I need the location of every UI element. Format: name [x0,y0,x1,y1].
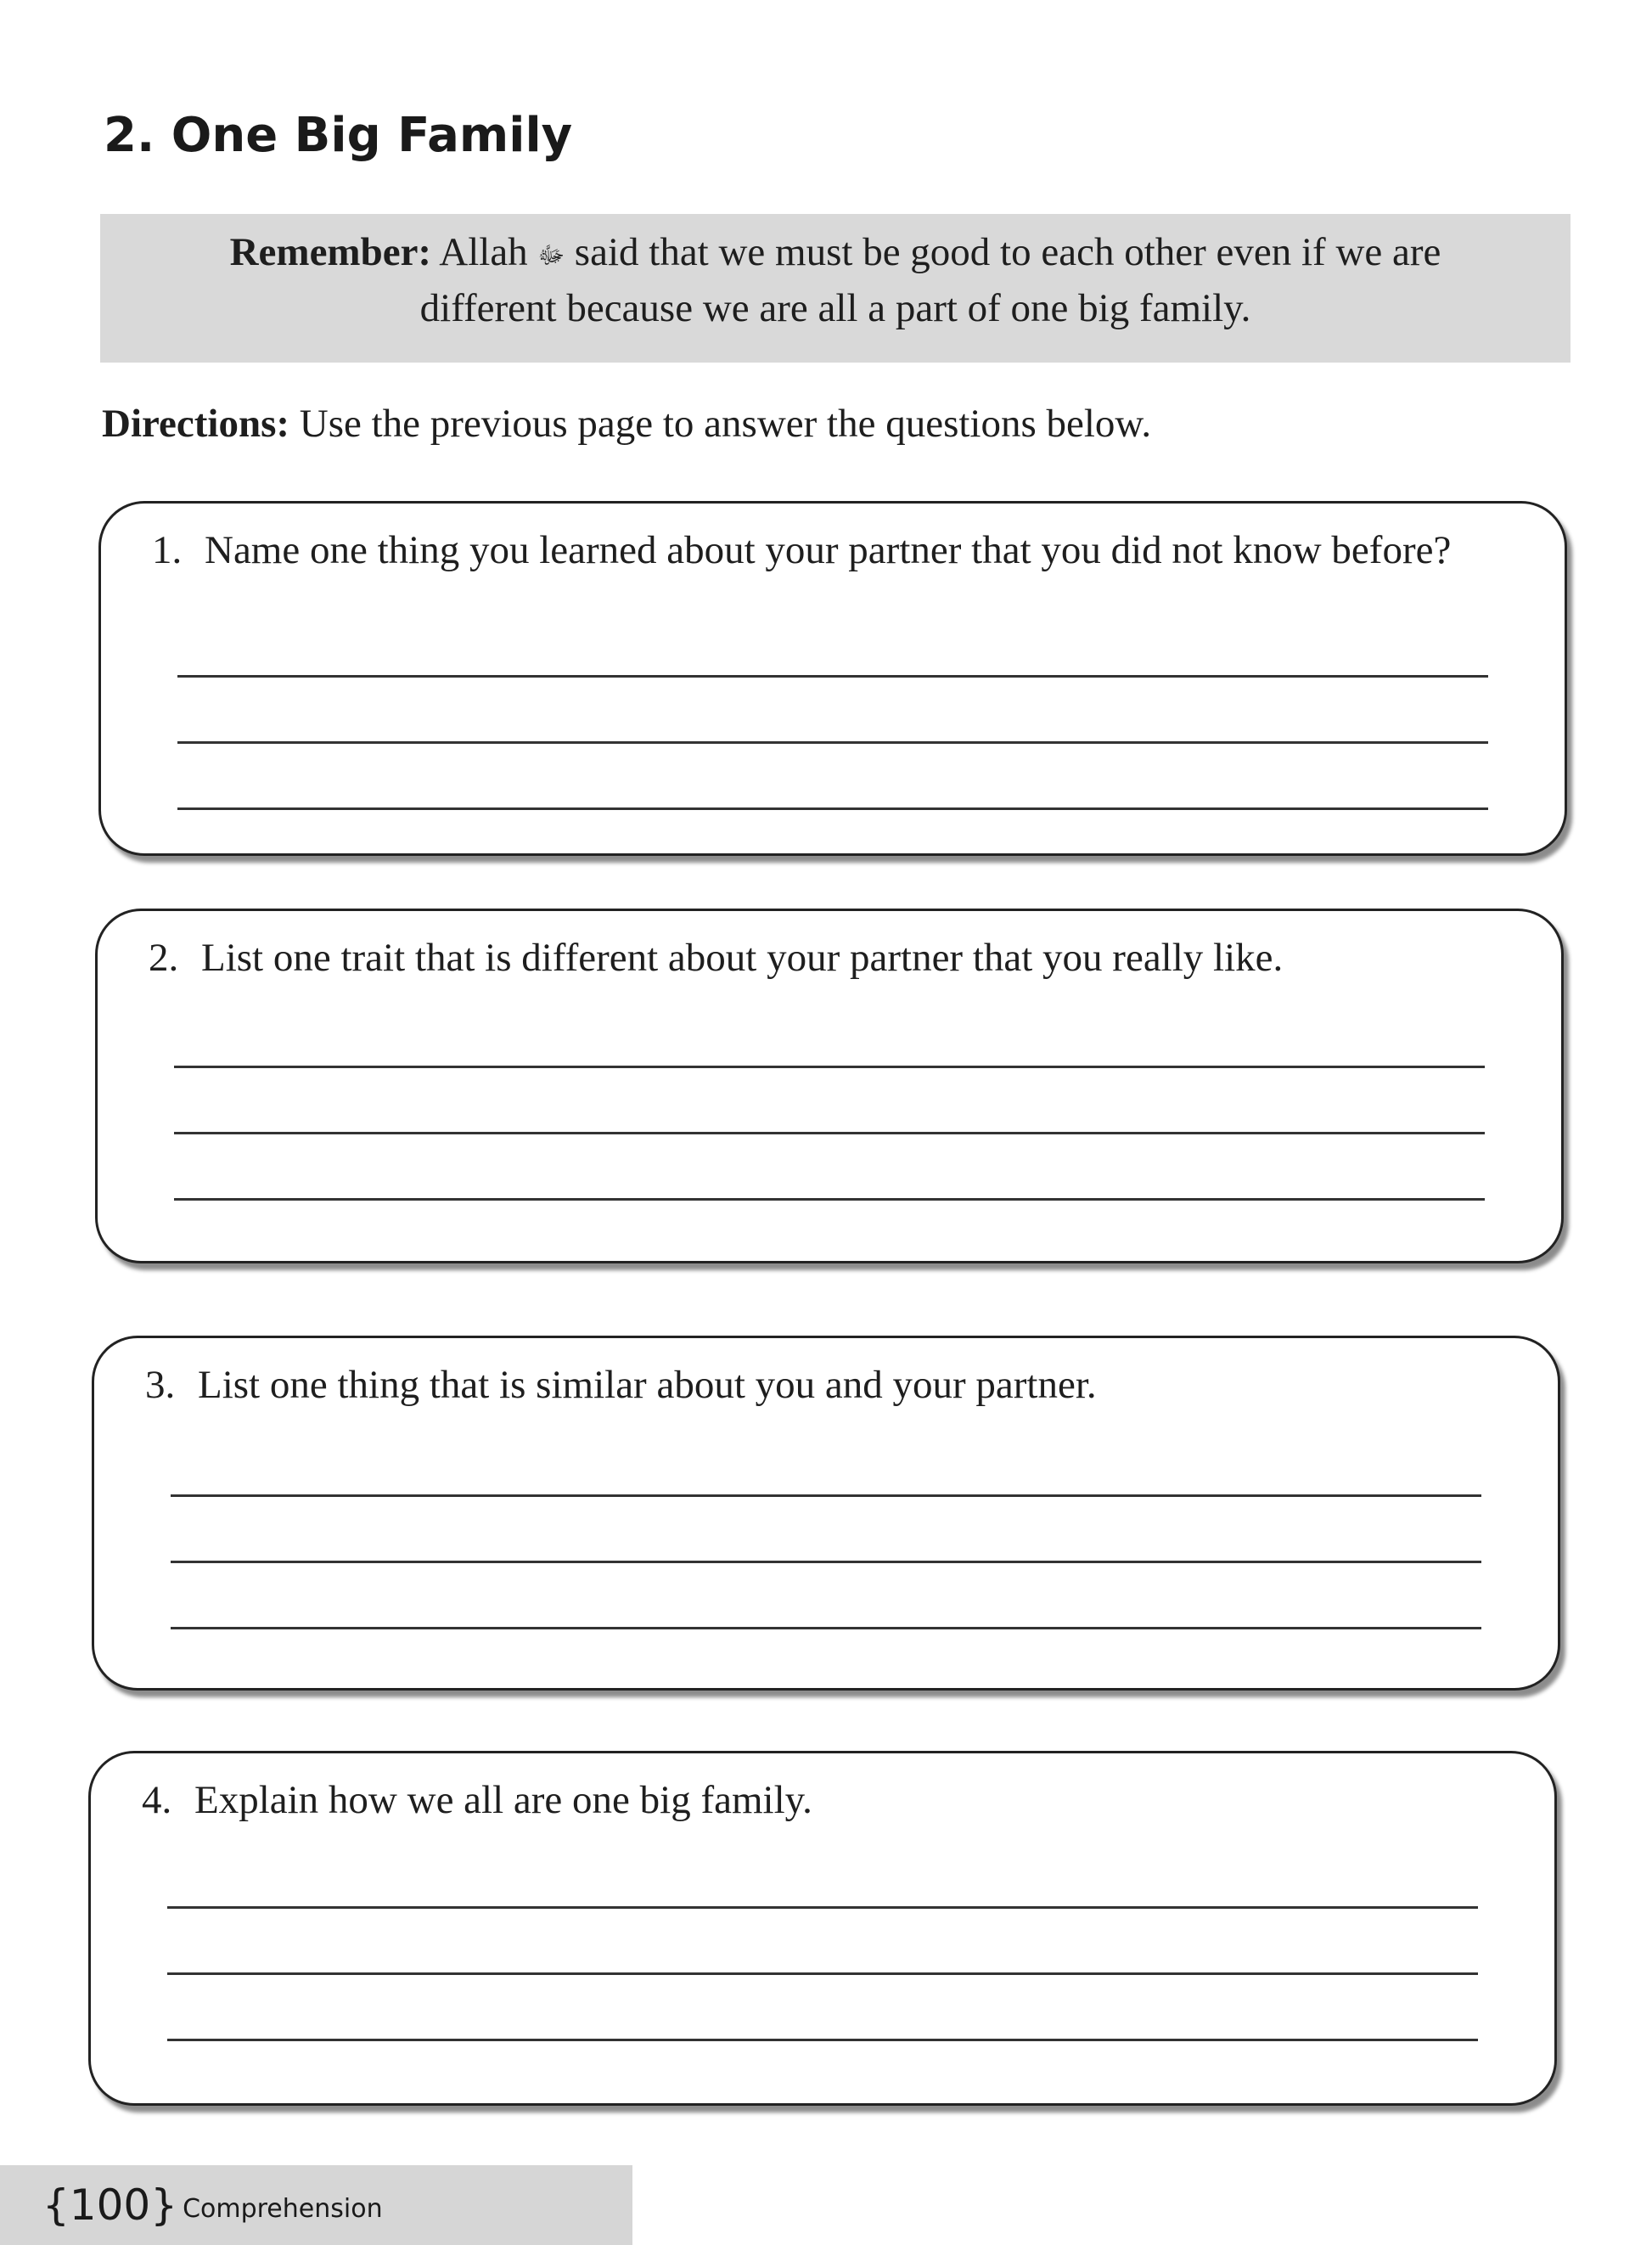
question-number: 3. [145,1363,176,1407]
answer-line[interactable] [171,1627,1481,1629]
answer-line[interactable] [167,2039,1478,2041]
page-title: 2. One Big Family [104,108,573,163]
page-number: {100} [42,2180,178,2230]
question-number: 1. [152,528,183,572]
directions [102,397,1151,450]
answer-line[interactable] [167,1906,1478,1909]
answer-line[interactable] [174,1198,1485,1201]
question-box-1 [98,501,1567,856]
answer-line[interactable] [171,1494,1481,1497]
answer-line[interactable] [171,1561,1481,1563]
remember-label: Remember: [229,230,432,274]
question-prompt [142,1774,1478,1826]
question-text: Name one thing you learned about your partner that you did not know before? [205,528,1452,572]
question-prompt [152,524,1488,577]
answer-line[interactable] [174,1066,1485,1068]
question-text: List one thing that is similar about you and your partner. [198,1363,1097,1407]
answer-line[interactable] [177,741,1488,744]
question-number: 2. [149,936,179,980]
question-box-4 [88,1751,1557,2106]
answer-line[interactable] [174,1132,1485,1134]
question-text: List one trait that is different about your partner that you really like. [201,936,1284,980]
honorific-glyph: ﷻ [537,241,565,270]
question-number: 4. [142,1778,172,1822]
answer-line[interactable] [177,807,1488,810]
page-footer [0,2165,632,2245]
question-box-2 [95,909,1564,1263]
directions-text: Use the previous page to answer the questions below. [299,402,1152,446]
question-prompt [149,931,1485,984]
remember-text-end: said that we must be good to each other even if we are different because we are all a part of one big family. [419,230,1441,331]
question-box-3 [92,1336,1560,1691]
remember-text-start: Allah [439,230,528,274]
directions-label: Directions: [102,402,290,446]
answer-line[interactable] [167,1972,1478,1975]
section-name: Comprehension [183,2193,383,2224]
answer-line[interactable] [177,675,1488,678]
remember-callout [100,214,1571,363]
question-text: Explain how we all are one big family. [194,1778,812,1822]
question-prompt [145,1359,1481,1411]
